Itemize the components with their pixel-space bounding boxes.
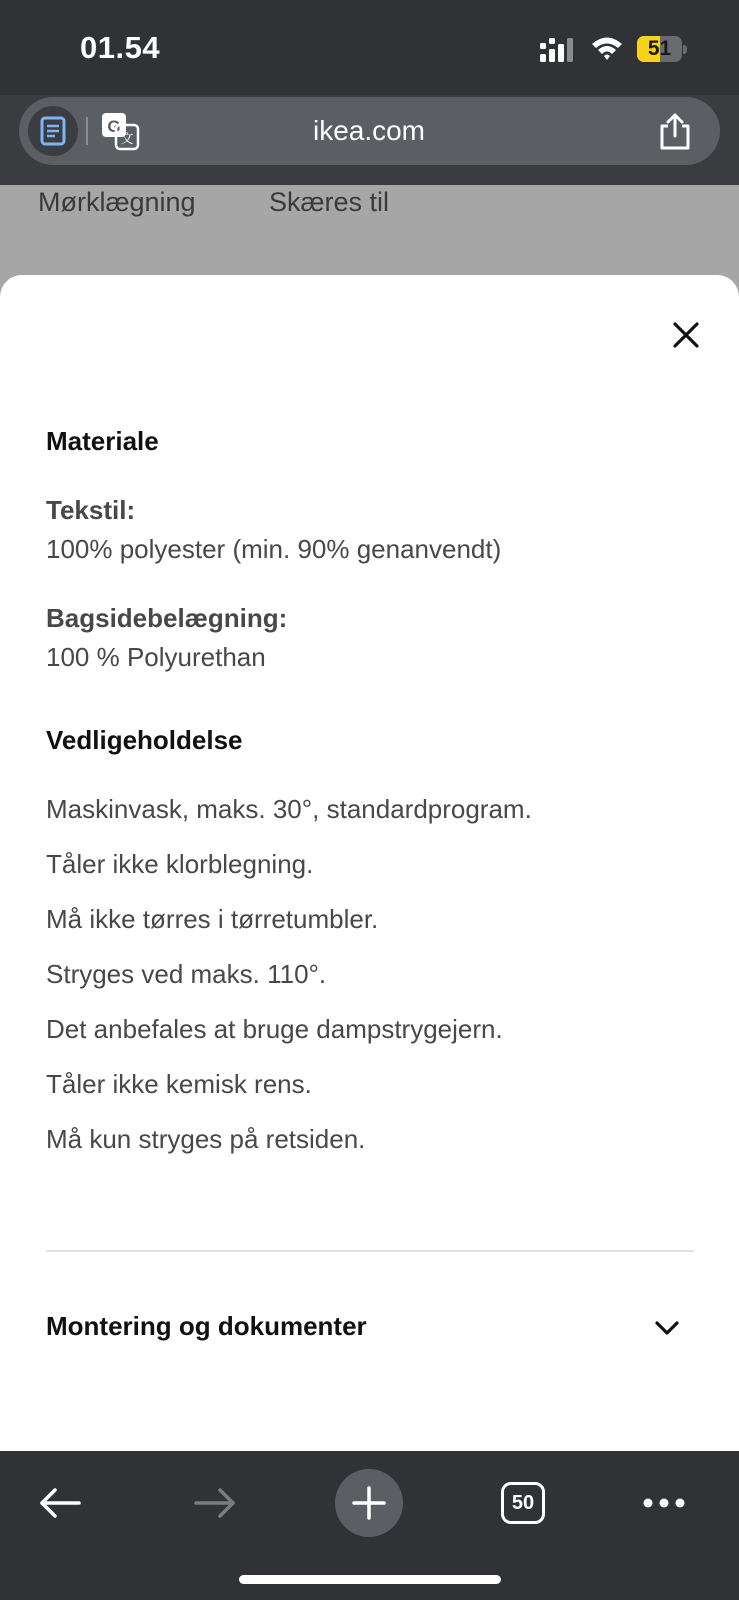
url-divider: [86, 117, 88, 145]
cellular-signal-icon: [540, 38, 574, 62]
care-line: Må kun stryges på retsiden.: [46, 1124, 366, 1154]
care-line: Stryges ved maks. 110°.: [46, 959, 327, 989]
reader-mode-button[interactable]: [28, 106, 78, 156]
forward-arrow-icon: [193, 1486, 237, 1520]
backing-value: 100 % Polyurethan: [46, 642, 266, 672]
battery-percent: 51: [647, 37, 672, 60]
translate-icon: [100, 111, 140, 151]
plus-icon: [351, 1485, 387, 1521]
backdrop-tab-cut-to-size: Skæres til: [269, 187, 390, 217]
care-line: Det anbefales at bruge dampstrygejern.: [46, 1014, 503, 1044]
back-button[interactable]: [26, 1469, 94, 1537]
address-bar[interactable]: [19, 97, 720, 165]
care-heading: Vedligeholdelse: [46, 725, 243, 755]
care-line: Maskinvask, maks. 30°, standardprogram.: [46, 794, 532, 824]
svg-text:文: 文: [120, 132, 134, 147]
textile-value: 100% polyester (min. 90% genanvendt): [46, 534, 502, 564]
back-arrow-icon: [38, 1486, 82, 1520]
care-line: Må ikke tørres i tørretumbler.: [46, 904, 379, 934]
accordion-title: Montering og dokumenter: [46, 1311, 367, 1341]
product-details-sheet: [0, 275, 739, 1451]
battery-icon: [637, 36, 687, 62]
translate-button[interactable]: [98, 109, 142, 153]
backdrop-tab-blackout: Mørklægning: [38, 187, 196, 217]
new-tab-button[interactable]: [335, 1469, 403, 1537]
tab-count: 50: [501, 1482, 545, 1524]
status-bar: [0, 0, 739, 95]
forward-button[interactable]: [181, 1469, 249, 1537]
home-indicator[interactable]: [239, 1575, 501, 1584]
more-button[interactable]: [630, 1469, 698, 1537]
tabs-button[interactable]: [489, 1469, 557, 1537]
close-icon: [672, 321, 700, 349]
svg-text:G: G: [107, 117, 121, 136]
share-icon: [658, 112, 692, 150]
status-time: 01.54: [80, 30, 161, 65]
care-line: Tåler ikke klorblegning.: [46, 849, 314, 879]
material-heading: Materiale: [46, 426, 159, 456]
wifi-icon: [590, 34, 624, 62]
url-text[interactable]: ikea.com: [312, 115, 426, 146]
section-divider: [46, 1250, 694, 1252]
more-icon: [642, 1497, 686, 1509]
backing-label: Bagsidebelægning:: [46, 603, 288, 633]
care-line: Tåler ikke kemisk rens.: [46, 1069, 312, 1099]
close-button[interactable]: [662, 311, 710, 359]
reader-mode-icon: [40, 116, 66, 146]
share-button[interactable]: [653, 109, 697, 153]
textile-label: Tekstil:: [46, 495, 136, 525]
browser-toolbar: [0, 1451, 739, 1600]
chevron-down-icon: [652, 1313, 682, 1343]
assembly-documents-accordion[interactable]: [46, 1305, 694, 1355]
